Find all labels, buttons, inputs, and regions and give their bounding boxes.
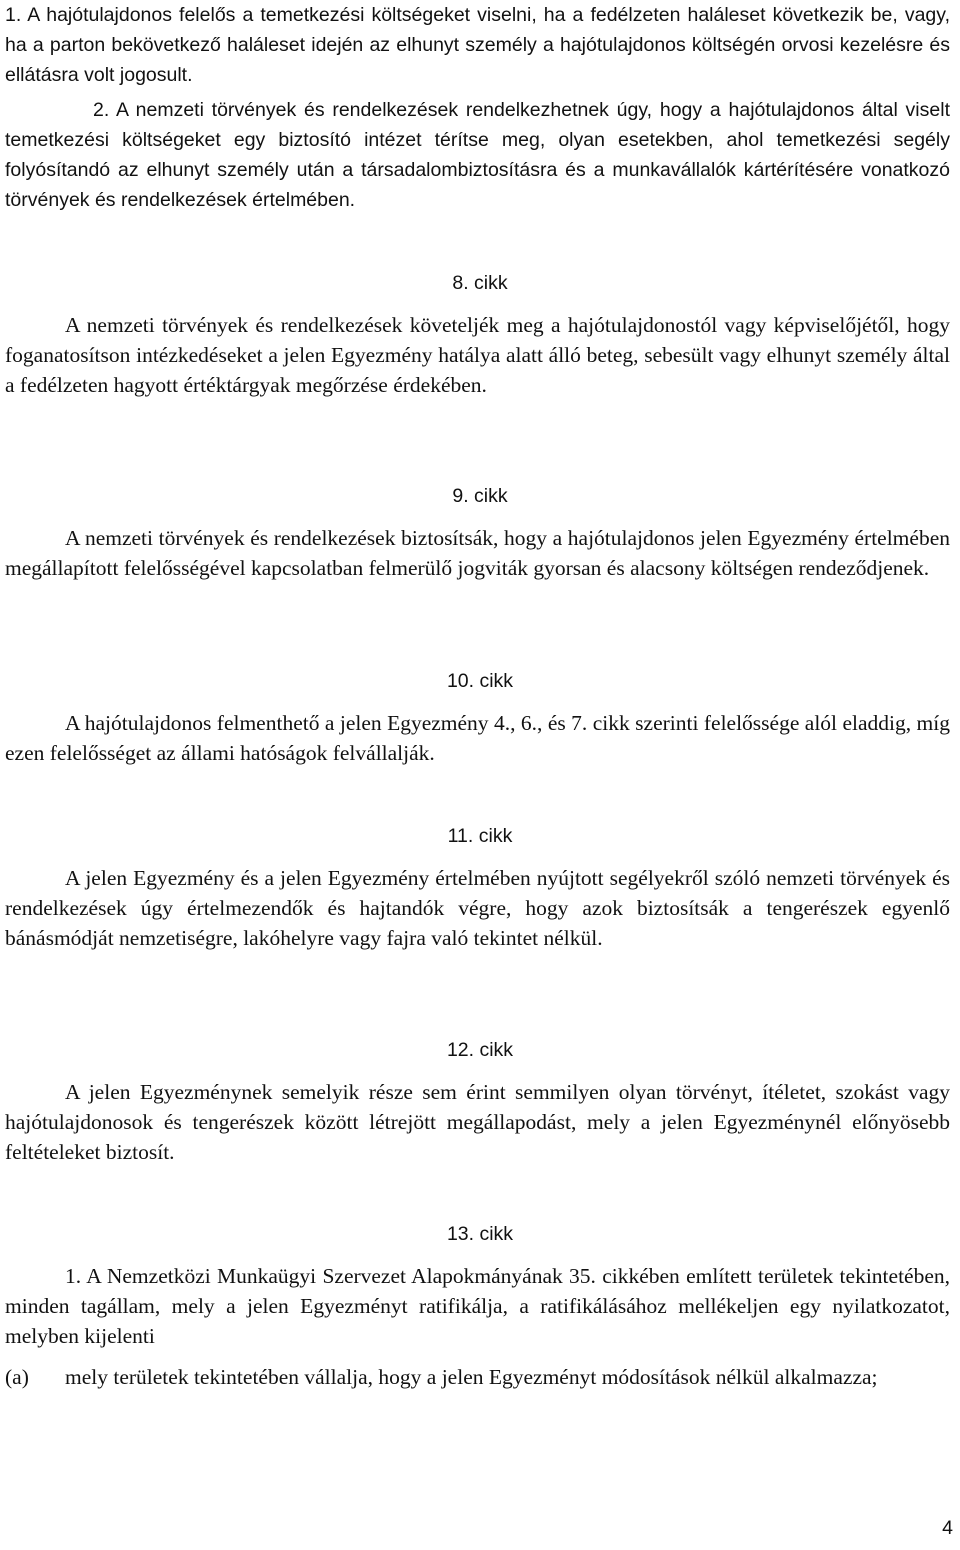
article11-heading: 11. cikk	[447, 825, 513, 847]
article8-heading: 8. cikk	[452, 272, 508, 294]
article12-text: A jelen Egyezménynek semelyik része sem érint semmilyen olyan törvényt, ítéletet, szokást vagy hajótulajdonosok és tengerészek között létrejött megállapodást, mely a jelen Egyezménynél előnyösebb feltételeket biztosít.	[5, 1080, 950, 1164]
article11-text: A jelen Egyezmény és a jelen Egyezmény értelmében nyújtott segélyekről szóló nemzeti törvények és rendelkezések úgy értelmezendők és hajtandók végre, hogy azok biztosítsák a tengerészek egyenlő bánásmódját nemzetiségre, lakóhelyre vagy fajra való tekintet nélkül.	[5, 866, 950, 950]
article8-text: A nemzeti törvények és rendelkezések követeljék meg a hajótulajdonostól vagy képviselőjétől, hogy foganatosítson intézkedéseket a jelen Egyezmény hatálya alatt álló beteg, sebesült vagy elhunyt személy által a fedélzeten hagyott értéktárgyak megőrzése érdekében.	[5, 313, 950, 397]
article10-heading: 10. cikk	[446, 670, 514, 692]
article9-heading: 9. cikk	[452, 485, 508, 507]
article7-paragraph-1: 1. A hajótulajdonos felelős a temetkezési költségeket viselni, ha a fedélzeten haláleset következik be, vagy, ha a parton bekövetkező haláleset idején az elhunyt személy a hajótulajdonos költségén orvosi kezelésre és ellátásra volt jogosult.	[5, 4, 950, 86]
article10-text: A hajótulajdonos felmenthető a jelen Egyezmény 4., 6., és 7. cikk szerinti felelőssége alól eladdig, míg ezen felelősséget az állami hatóságok felvállalják.	[5, 711, 950, 765]
list-item-text: mely területek tekintetében vállalja, hogy a jelen Egyezményt módosítások nélkül alkalmazza;	[65, 1365, 878, 1389]
article7-paragraph-2: 2. A nemzeti törvények és rendelkezések rendelkezhetnek úgy, hogy a hajótulajdonos által viselt temetkezési költségeket egy biztosító intézet térítse meg, olyan esetekben, ahol temetkezési segély folyósítandó az elhunyt személy után a társadalombiztosításra és a munkavállalók kártérítésére vonatkozó törvények és rendelkezések értelmében.	[5, 99, 950, 211]
article13-text: 1. A Nemzetközi Munkaügyi Szervezet Alapokmányának 35. cikkében említett területek tekintetében, minden tagállam, mely a jelen Egyezményt ratifikálja, a ratifikálásához mellékeljen egy nyilatkozatot, melyben kijelenti	[5, 1264, 950, 1348]
page-number: 4	[942, 1517, 953, 1539]
list-item-label: (a)	[5, 1365, 29, 1389]
article13-heading: 13. cikk	[446, 1223, 514, 1245]
article12-heading: 12. cikk	[446, 1039, 514, 1061]
article9-text: A nemzeti törvények és rendelkezések biztosítsák, hogy a hajótulajdonos jelen Egyezmény értelmében megállapított felelősségével kapcsolatban felmerülő jogviták gyorsan és alacsony költségen rendeződjenek.	[5, 526, 950, 580]
